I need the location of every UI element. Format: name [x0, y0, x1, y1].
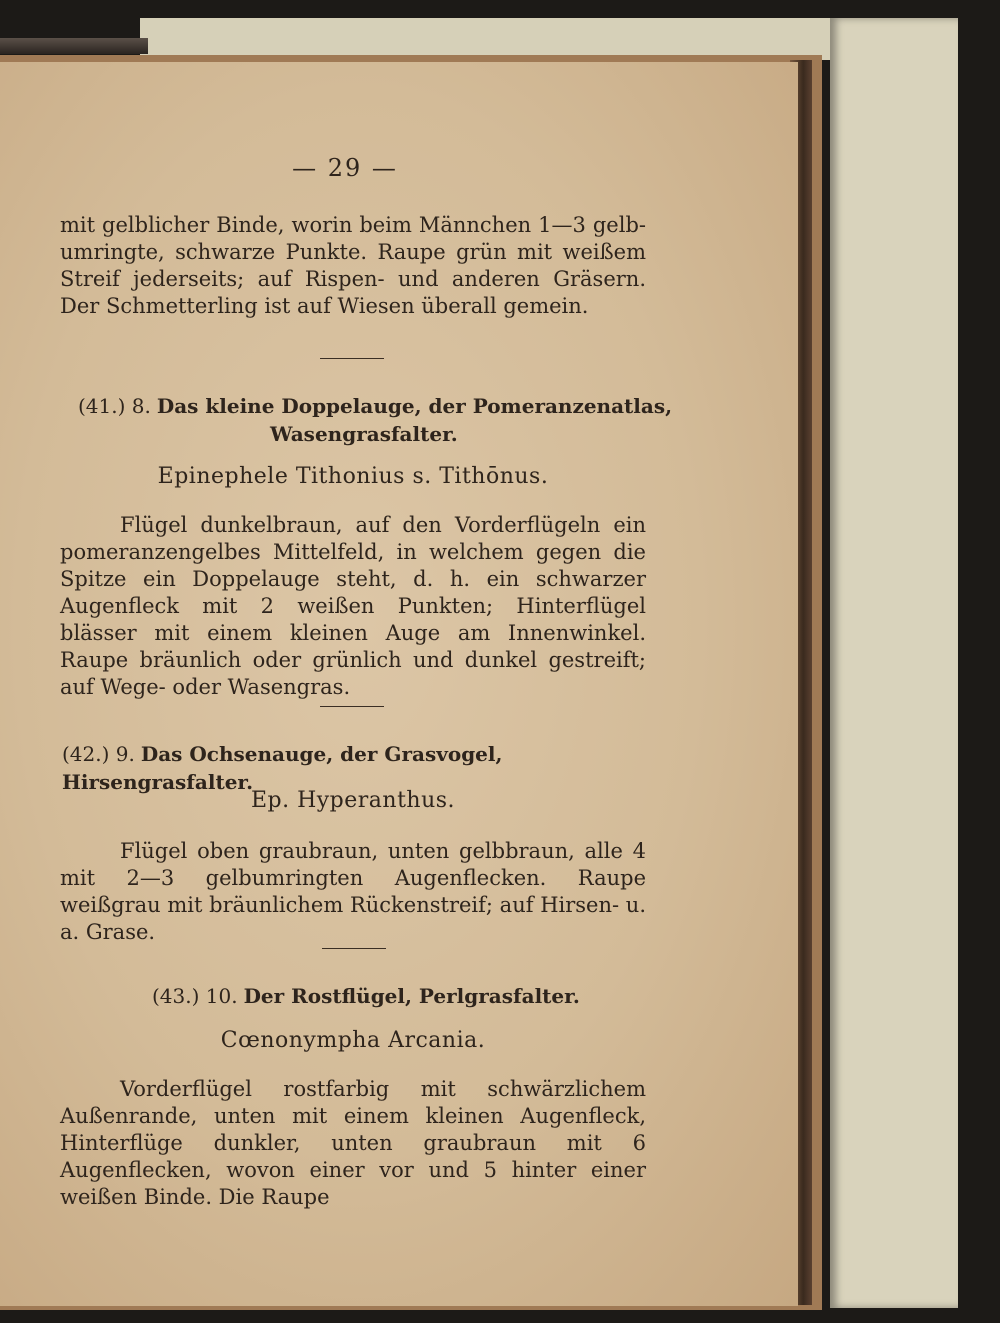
entry-42-german-name: Das Ochsenauge, der Grasvogel, Hirsengrasfalter. — [62, 742, 503, 794]
section-divider — [322, 948, 386, 949]
entry-43-latin-name: Cœnonympha Arcania. — [220, 1028, 486, 1053]
entry-43-number: (43.) 10. — [152, 984, 238, 1008]
page-number: — 29 — — [292, 154, 398, 182]
entry-43-description: Vorderflügel rostfarbig mit schwärzlichem Außenrande, unten mit einem kleinen Augenfleck, Hinterflüge dunkler, unten graubraun mit 6 Augenflecken, wovon einer vor und 5 hinter einer weißen Binde. Die Raupe — [60, 1077, 646, 1209]
section-divider — [320, 358, 384, 359]
background-board — [830, 18, 958, 1308]
entry-42-latin-name: Ep. Hyperanthus. — [250, 788, 456, 813]
entry-41-german-name: Das kleine Doppelauge, der Pomeranzenatlas, — [156, 394, 673, 418]
entry-42-description: Flügel oben graubraun, unten gelbbraun, alle 4 mit 2—3 gelbumringten Augenflecken. Raupe weißgrau mit bräunlichem Rückenstreif; auf Hirsen- u. a. Grase. — [60, 839, 646, 944]
book-edge-strip — [0, 38, 148, 54]
entry-41-heading — [78, 392, 678, 420]
entry-41-german-name-cont: Wasengrasfalter. — [270, 422, 458, 446]
entry-41-number: (41.) 8. — [78, 394, 151, 418]
entry-43-heading — [152, 982, 652, 1010]
book-page — [0, 62, 798, 1306]
section-divider — [320, 706, 384, 707]
entry-41-latin-name: Epinephele Tithonius s. Tithōnus. — [157, 464, 549, 489]
entry-43-german-name: Der Rostflügel, Perlgrasfalter. — [243, 984, 580, 1008]
entry-41-description: Flügel dunkelbraun, auf den Vorderflügeln ein pomeranzengelbes Mittelfeld, in welchem gegen die Spitze ein Doppelauge steht, d. h. ein schwarzer Augenfleck mit 2 weißen Punkten; Hinterflügel blässer mit einem kleinen Auge am Innenwinkel. Raupe bräunlich oder grünlich und dunkel gestreift; auf Wege- oder Wasengras. — [60, 513, 646, 699]
intro-paragraph: mit gelblicher Binde, worin beim Männchen 1—3 gelb-umringte, schwarze Punkte. Raupe grün mit weißem Streif jederseits; auf Rispen- und anderen Gräsern. Der Schmetterling ist auf Wiesen überall gemein. — [60, 213, 646, 318]
entry-42-number: (42.) 9. — [62, 742, 135, 766]
